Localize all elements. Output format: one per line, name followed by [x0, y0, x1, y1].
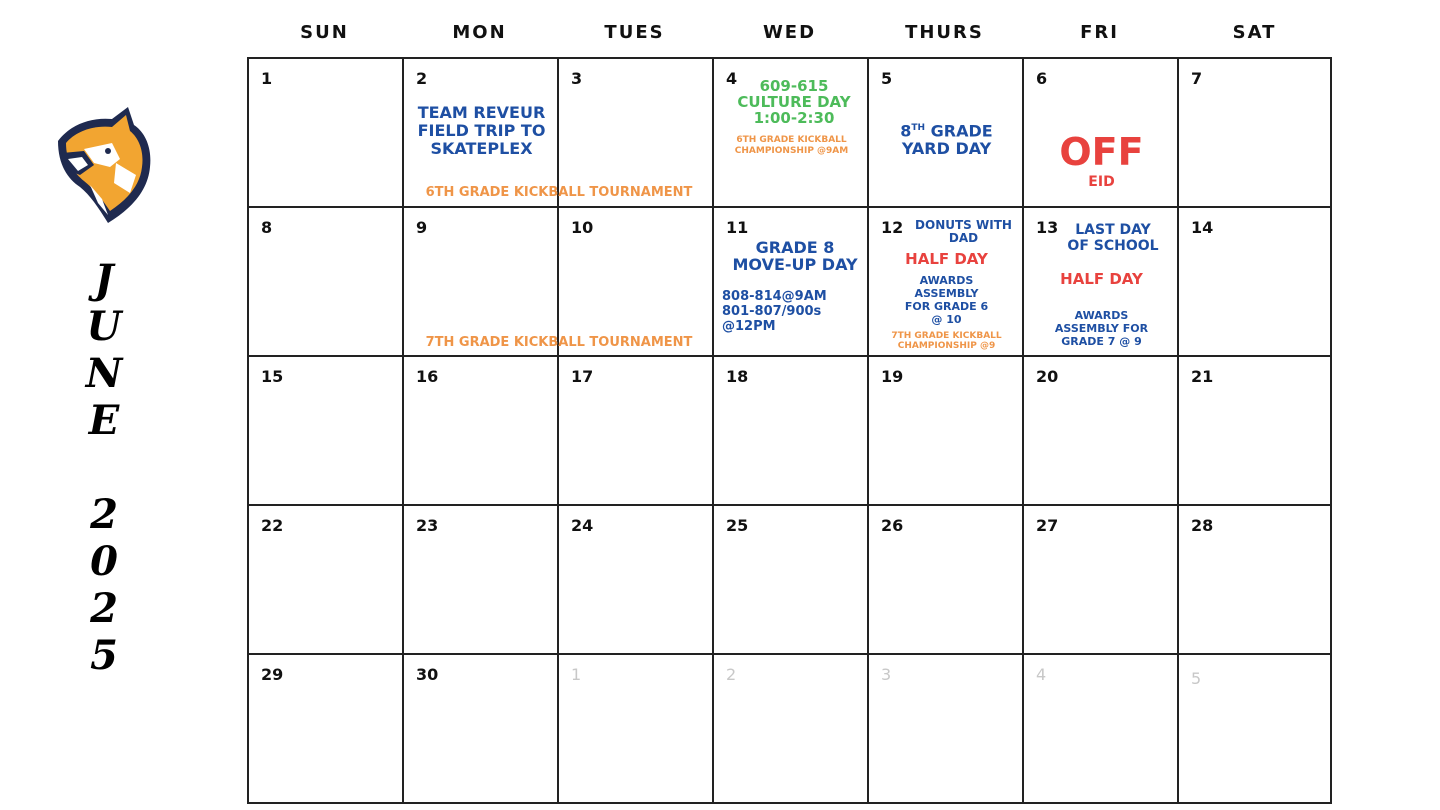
day-cell[interactable] [1179, 506, 1334, 655]
calendar-grid [247, 57, 1332, 804]
yard-day-superscript: TH [911, 123, 926, 133]
day-number: 1 [261, 69, 273, 88]
day-number: 27 [1036, 516, 1059, 535]
side-title-june-2025 [72, 256, 136, 679]
title-letter: N [85, 350, 123, 397]
day-number: 23 [416, 516, 439, 535]
title-letter: J [94, 256, 114, 303]
title-gap [72, 444, 136, 491]
weekday-header-row [247, 22, 1332, 50]
day-cell[interactable] [1179, 208, 1334, 357]
event-half-day-friday: HALF DAY [1060, 270, 1143, 288]
day-number: 5 [1191, 669, 1202, 688]
day-cell[interactable] [404, 357, 559, 506]
day-number: 20 [1036, 367, 1059, 386]
day-cell[interactable] [1179, 59, 1334, 208]
day-number: 9 [416, 218, 428, 237]
day-cell[interactable] [249, 506, 404, 655]
day-number: 4 [726, 69, 738, 88]
day-cell-next-month [1024, 655, 1179, 804]
day-cell[interactable] [559, 357, 714, 506]
day-cell[interactable] [714, 208, 869, 357]
weekday-sat: SAT [1232, 22, 1277, 43]
day-number: 30 [416, 665, 439, 684]
day-number: 21 [1191, 367, 1214, 386]
event-7th-kickball-tournament: 7TH GRADE KICKBALL TOURNAMENT [425, 335, 693, 350]
day-cell[interactable] [249, 59, 404, 208]
bobcat-mascot-icon [50, 103, 155, 228]
event-awards-grade-6: AWARDS ASSEMBLY FOR GRADE 6 @ 10 [904, 274, 989, 326]
title-digit: 0 [90, 538, 118, 585]
title-digit: 5 [90, 632, 118, 679]
event-field-trip: TEAM REVEUR FIELD TRIP TO SKATEPLEX [417, 103, 546, 158]
day-number: 29 [261, 665, 284, 684]
day-number: 3 [881, 665, 892, 684]
day-cell[interactable] [559, 506, 714, 655]
day-cell[interactable] [404, 506, 559, 655]
day-cell-next-month [1179, 655, 1334, 804]
day-number: 11 [726, 218, 749, 237]
event-eid: EID [1088, 174, 1115, 190]
day-number: 1 [571, 665, 582, 684]
day-cell[interactable] [249, 655, 404, 804]
event-yard-day [869, 119, 1024, 158]
event-grade-8-move-up: GRADE 8 MOVE-UP DAY [732, 238, 858, 274]
day-cell[interactable] [714, 357, 869, 506]
event-awards-grade-7: AWARDS ASSEMBLY FOR GRADE 7 @ 9 [1054, 309, 1149, 348]
weekday-tue: TUES [604, 22, 665, 43]
event-6th-kickball-tournament: 6TH GRADE KICKBALL TOURNAMENT [425, 185, 693, 200]
day-cell[interactable] [869, 357, 1024, 506]
day-number: 14 [1191, 218, 1214, 237]
day-number: 10 [571, 218, 594, 237]
event-7th-kickball-championship: 7TH GRADE KICKBALL CHAMPIONSHIP @9 [891, 331, 1002, 351]
day-cell-next-month [869, 655, 1024, 804]
day-number: 17 [571, 367, 594, 386]
weekday-mon: MON [452, 22, 507, 43]
day-number: 16 [416, 367, 439, 386]
event-6th-kickball-championship: 6TH GRADE KICKBALL CHAMPIONSHIP @9AM [734, 135, 849, 156]
day-cell[interactable] [1024, 506, 1179, 655]
day-number: 2 [416, 69, 428, 88]
title-digit: 2 [90, 491, 118, 538]
day-number: 26 [881, 516, 904, 535]
day-number: 4 [1036, 665, 1047, 684]
day-cell-next-month [559, 655, 714, 804]
day-cell[interactable] [249, 357, 404, 506]
day-number: 8 [261, 218, 273, 237]
yard-day-grade: GRADE [925, 121, 993, 141]
day-cell[interactable] [1024, 357, 1179, 506]
day-cell-next-month [714, 655, 869, 804]
yard-day-label: YARD DAY [901, 139, 992, 159]
title-letter: U [86, 303, 122, 350]
weekday-sun: SUN [300, 22, 349, 43]
event-half-day-thursday: HALF DAY [905, 250, 988, 268]
day-cell[interactable] [1179, 357, 1334, 506]
weekday-thu: THURS [905, 22, 984, 43]
day-cell[interactable] [714, 506, 869, 655]
weekday-wed: WED [762, 22, 817, 43]
event-donuts-with-dad: DONUTS WITH DAD [915, 218, 1012, 245]
weekday-fri: FRI [1080, 22, 1119, 43]
yard-day-prefix: 8 [900, 121, 912, 141]
day-number: 18 [726, 367, 749, 386]
day-number: 7 [1191, 69, 1203, 88]
day-cell[interactable] [869, 506, 1024, 655]
day-number: 5 [881, 69, 893, 88]
event-off: OFF [1059, 130, 1144, 174]
day-number: 13 [1036, 218, 1059, 237]
day-cell[interactable] [249, 208, 404, 357]
day-number: 22 [261, 516, 284, 535]
title-letter: E [88, 397, 120, 444]
event-last-day-of-school: LAST DAY OF SCHOOL [1067, 222, 1159, 254]
day-number: 25 [726, 516, 749, 535]
day-number: 6 [1036, 69, 1048, 88]
day-number: 19 [881, 367, 904, 386]
day-cell[interactable] [404, 655, 559, 804]
event-move-up-times: 808-814@9AM 801-807/900s @12PM [722, 289, 827, 334]
day-number: 24 [571, 516, 594, 535]
day-number: 12 [881, 218, 904, 237]
title-digit: 2 [90, 585, 118, 632]
day-number: 28 [1191, 516, 1214, 535]
event-culture-day: 609-615 CULTURE DAY 1:00-2:30 [737, 77, 851, 127]
day-number: 3 [571, 69, 583, 88]
day-number: 15 [261, 367, 284, 386]
day-number: 2 [726, 665, 737, 684]
